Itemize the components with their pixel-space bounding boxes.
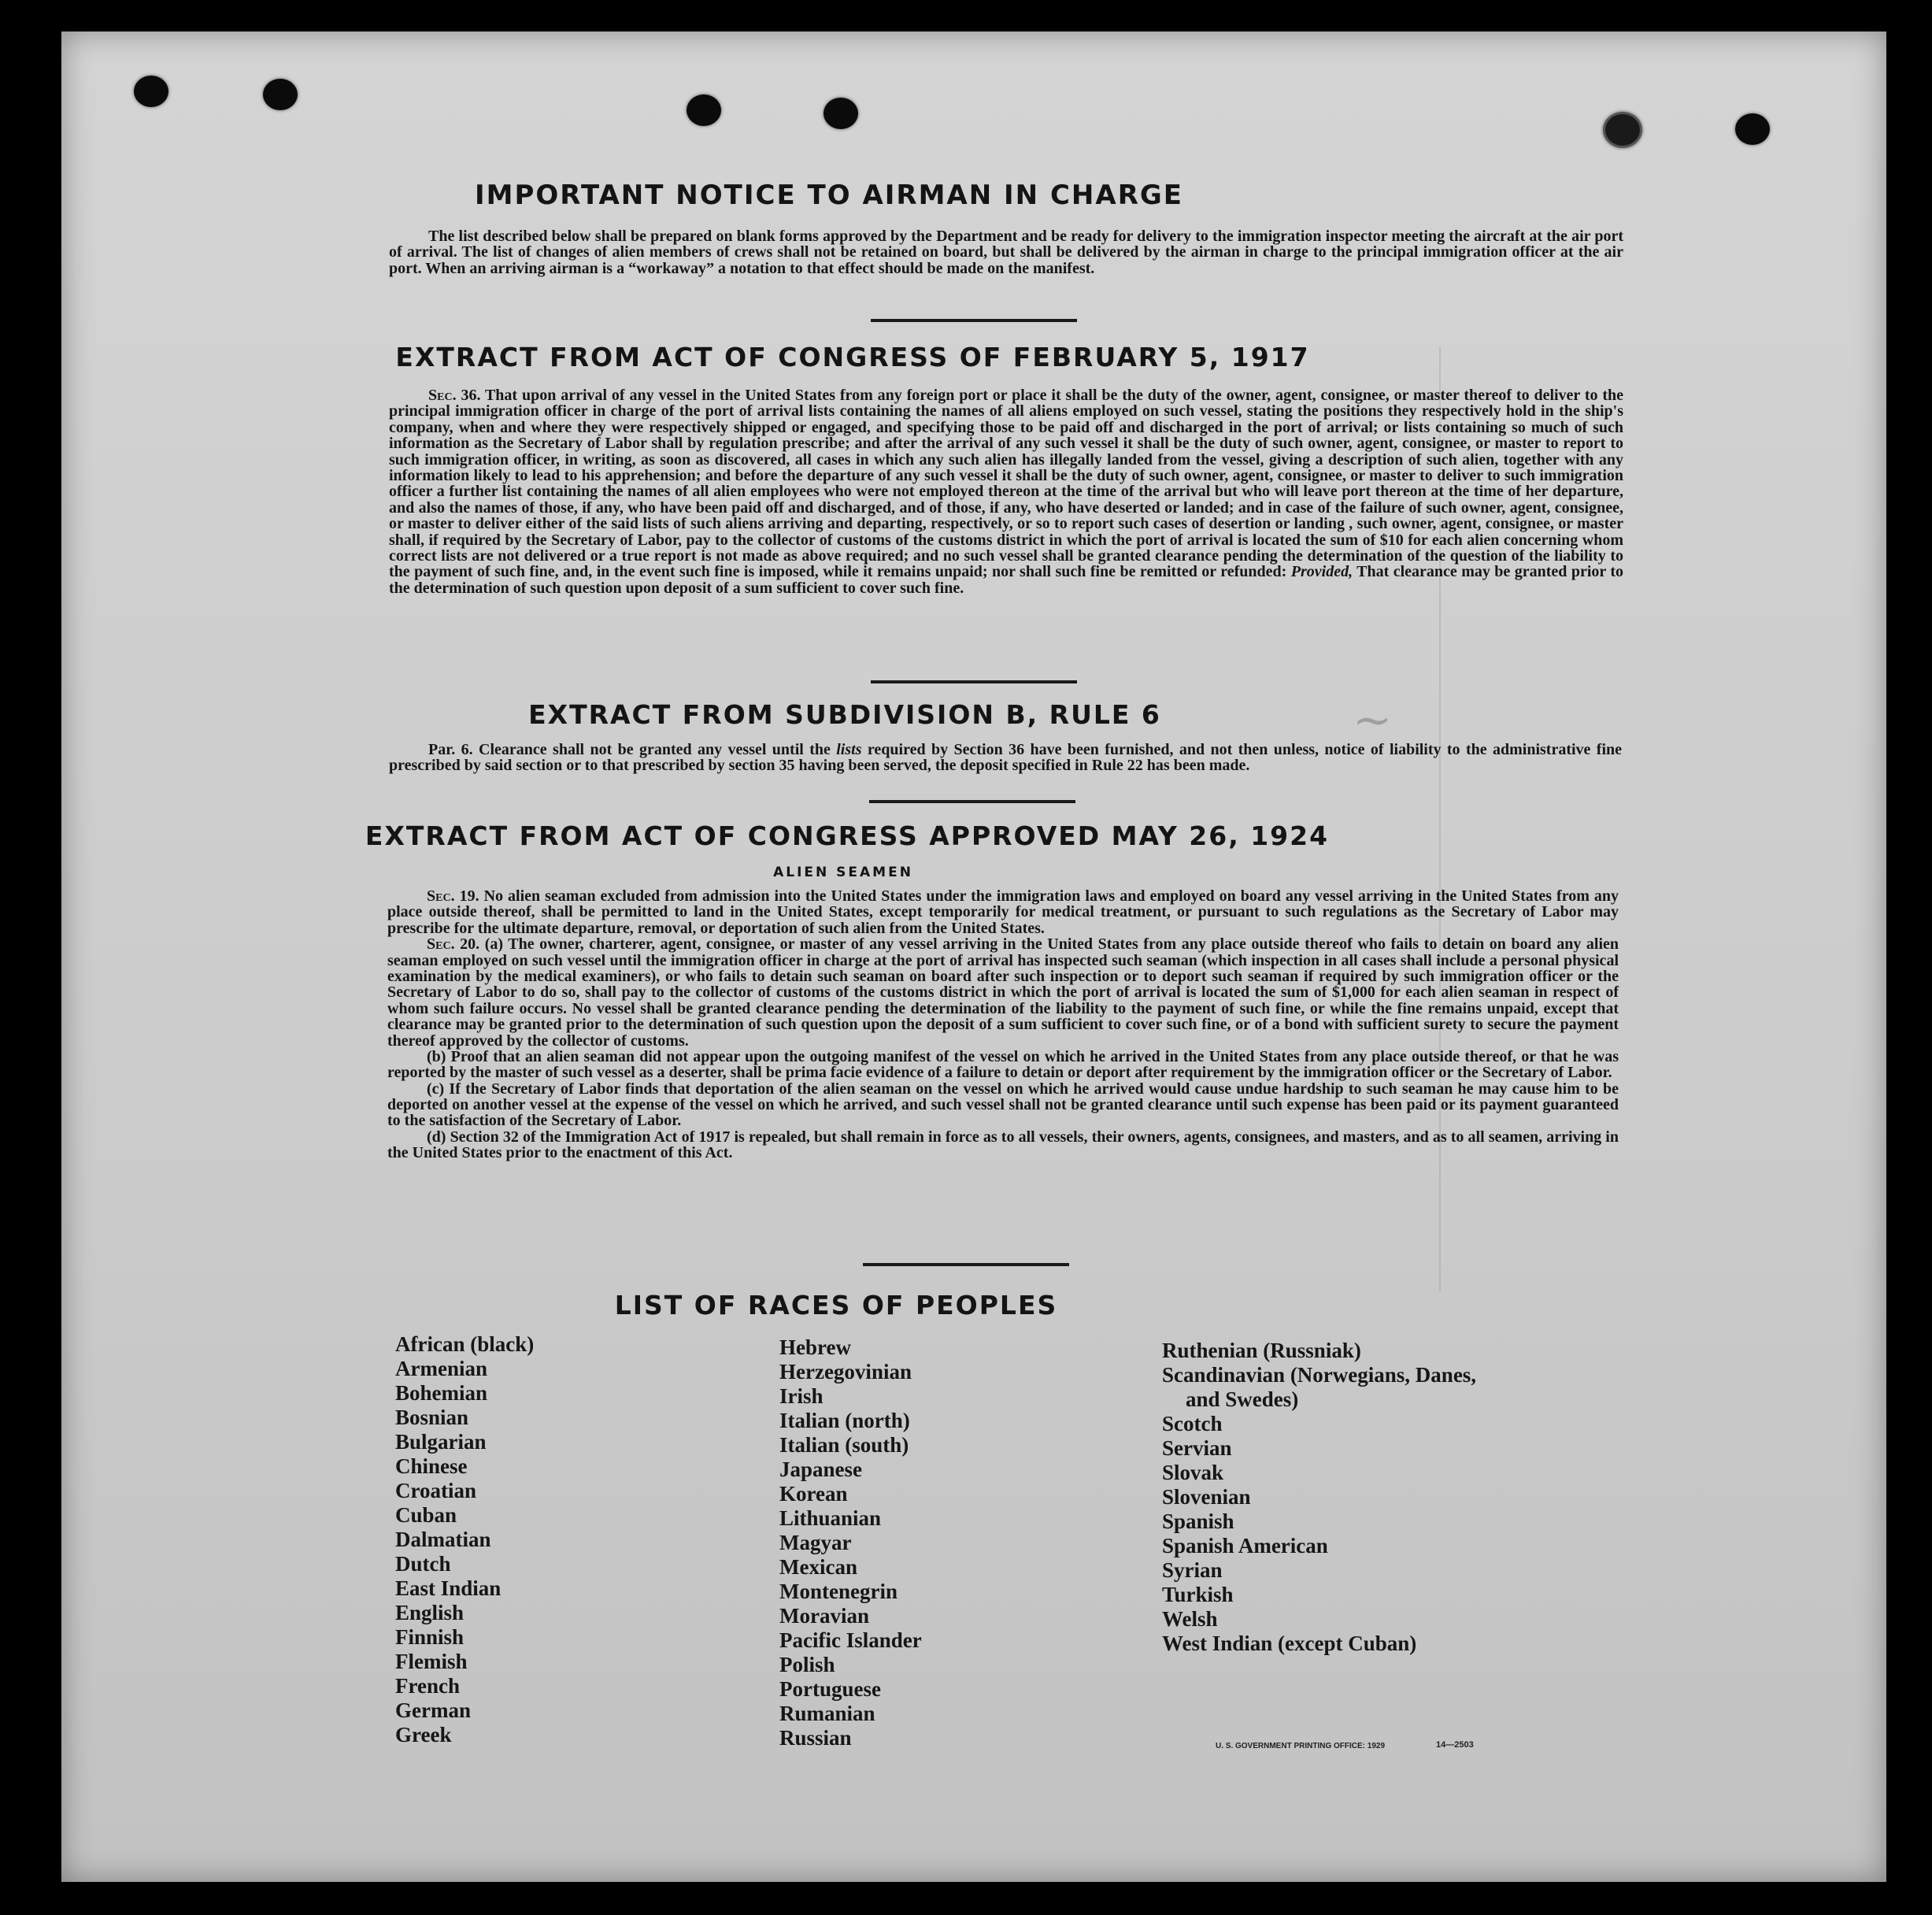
race-list-item: Japanese bbox=[779, 1458, 863, 1481]
race-list-item: Scotch bbox=[1162, 1412, 1223, 1435]
punch-hole bbox=[824, 98, 858, 129]
race-list-item: Chinese bbox=[395, 1454, 468, 1478]
notice-paragraph: The list described below shall be prepared on blank forms approved by the Department and be ready for delivery to the immigration inspector meeting the aircraft at the air port of arrival. The list of changes of alien members of crews shall not be retained on board, but shall be delivered by the airman in charge to the principal immigration officer at the air port. When an arriving airman is a “workaway” a notation to that effect should be made on the manifest. bbox=[389, 228, 1623, 277]
race-list-item: Pacific Islander bbox=[779, 1628, 922, 1652]
race-list-item: Korean bbox=[779, 1482, 848, 1506]
punch-hole bbox=[687, 94, 721, 126]
race-list-item: Mexican bbox=[779, 1555, 857, 1579]
race-list-item: Slovenian bbox=[1162, 1485, 1251, 1509]
section-label: Sec. 19. bbox=[427, 887, 479, 905]
race-list-item: Croatian bbox=[395, 1479, 477, 1502]
race-list-item: Bulgarian bbox=[395, 1430, 487, 1454]
race-list-item: Italian (north) bbox=[779, 1409, 910, 1432]
race-list-item: Moravian bbox=[779, 1604, 869, 1628]
race-list-item: German bbox=[395, 1698, 471, 1722]
section-label: Sec. 20. bbox=[427, 935, 480, 954]
punch-hole bbox=[134, 76, 168, 107]
race-list-item: West Indian (except Cuban) bbox=[1162, 1632, 1417, 1655]
races-column-1 bbox=[395, 1332, 534, 1747]
race-list-item: French bbox=[395, 1674, 460, 1698]
race-list-item: Cuban bbox=[395, 1503, 457, 1527]
handwritten-bleed-mark: ~ bbox=[1353, 693, 1393, 748]
notice-title: IMPORTANT NOTICE TO AIRMAN IN CHARGE bbox=[474, 180, 1184, 211]
rule-6-text bbox=[389, 742, 1622, 774]
act-1924-title: EXTRACT FROM ACT OF CONGRESS APPROVED MAY 26, 1924 bbox=[365, 820, 1330, 851]
race-list-item: Bosnian bbox=[395, 1406, 469, 1429]
act-1924-subtitle: ALIEN SEAMEN bbox=[773, 865, 913, 880]
race-list-item: Russian bbox=[779, 1726, 852, 1750]
provided-word: Provided, bbox=[1290, 563, 1353, 581]
race-list-item: Herzegovinian bbox=[779, 1360, 912, 1383]
act-1917-body: That upon arrival of any vessel in the United States from any foreign port or place it shall be the duty of the owner, agent, consignee, or master thereof to deliver to the principal immigration officer in charge of the port of arrival lists containing the names of all aliens employed on such vessel, stating the positions they respectively hold in the ship's company, when and where they were respectively shipped or engaged, and specifying those to be paid off and discharged in the port of arrival; or lists containing so much of such information as the Secretary of Labor shall by regulation prescribe; and after the arrival of any such vessel it shall be the duty of such owner, agent, consignee, or master to report to such immigration officer, in writing, as soon as discovered, all cases in which any such alien has illegally landed from the vessel, giving a description of such alien, together with any information likely to lead to his apprehension; and before the departure of any such vessel it shall be the duty of such owner, agent, consignee, or master to deliver to such immigration officer a further list containing the names of all alien employees who were not employed thereon at the time of the arrival but who will leave port thereon at the time of her departure, and also the names of those, if any, who have been paid off and discharged, and of those, if any, who have deserted or landed; and in case of the failure of such owner, agent, consignee, or master to deliver either of the said lists of such aliens arriving and departing, respectively, or so to report such cases of desertion or landing , such owner, agent, consignee, or master shall, if required by the Secretary of Labor, pay to the collector of customs of the customs district in which the port of arrival is located the sum of $10 for each alien concerning whom correct lists are not delivered or a true report is not made as above required; and no such vessel shall be granted clearance pending the determination of the question of the liability to the payment of such fine, and, in the event such fine is imposed, while it remains unpaid; nor shall such fine be remitted or refunded: bbox=[389, 387, 1624, 581]
race-list-item: Portuguese bbox=[779, 1677, 881, 1701]
race-list-item: Lithuanian bbox=[779, 1506, 882, 1530]
sec-20c-body: (c) If the Secretary of Labor finds that deportation of the alien seaman on the vessel on which he arrived would cause undue hardship to such seaman he may cause him to be deported on another vessel at the expense of the vessel on which he arrived, and such vessel shall not be granted clearance until such expense has been paid or its payment guaranteed to the satisfaction of the Secretary of Labor. bbox=[387, 1080, 1619, 1130]
rule-6-body-a: Clearance shall not be granted any vessel until the bbox=[479, 741, 831, 758]
sec-19-body: No alien seaman excluded from admission into the United States under the immigration laws and employed on board any vessel arriving in the United States from any place outside thereof, shall be permitted to land in the United States, except temporarily for medical treatment, or pursuant to such regulations as the Secretary of Labor may prescribe for the ultimate departure, removal, or deportation of such alien from the United States. bbox=[387, 887, 1619, 937]
rule-6-body-b: required by Section 36 have been furnished, and not then unless, notice of liability to the administrative fine prescribed by said section or to that prescribed by section 35 having been served, the deposit specified in Rule 22 has been made. bbox=[389, 741, 1623, 775]
document-page bbox=[61, 31, 1886, 1882]
notice-text bbox=[389, 228, 1623, 276]
race-list-item: Slovak bbox=[1162, 1461, 1224, 1484]
races-title: LIST OF RACES OF PEOPLES bbox=[614, 1290, 1058, 1320]
section-label: Sec. 36. bbox=[428, 387, 481, 404]
race-list-item: English bbox=[395, 1601, 464, 1624]
race-list-item: Turkish bbox=[1162, 1583, 1234, 1606]
act-1917-text bbox=[389, 387, 1623, 596]
act-1924-text bbox=[387, 888, 1619, 1161]
race-list-item: Greek bbox=[395, 1723, 452, 1746]
races-column-2 bbox=[779, 1335, 922, 1750]
race-list-item: Hebrew bbox=[779, 1335, 851, 1359]
race-list-item: Rumanian bbox=[779, 1702, 875, 1725]
races-column-3 bbox=[1162, 1339, 1476, 1656]
race-list-item: Dalmatian bbox=[395, 1528, 491, 1551]
punch-hole bbox=[1603, 112, 1642, 148]
race-list-item: Scandinavian (Norwegians, Danes, bbox=[1162, 1363, 1477, 1387]
divider bbox=[871, 319, 1077, 322]
sec-20d-body: (d) Section 32 of the Immigration Act of 1917 is repealed, but shall remain in force as to all vessels, their owners, agents, consignees, and masters, and as to all seamen, arriving in the United States prior to the enactment of this Act. bbox=[387, 1128, 1619, 1162]
race-list-item: Finnish bbox=[395, 1625, 464, 1649]
race-list-item: Syrian bbox=[1162, 1558, 1223, 1582]
race-list-item: East Indian bbox=[395, 1576, 502, 1600]
race-list-item: Flemish bbox=[395, 1650, 468, 1673]
lists-word: lists bbox=[836, 741, 862, 758]
race-list-item: Welsh bbox=[1162, 1607, 1218, 1631]
race-list-item: Irish bbox=[779, 1384, 824, 1408]
form-number: 14—2503 bbox=[1436, 1740, 1474, 1750]
act-1917-body-end: That clearance may be granted prior to the determination of such question upon deposit of a sum sufficient to cover such fine. bbox=[389, 563, 1624, 597]
race-list-item: Servian bbox=[1162, 1436, 1232, 1460]
race-list-item: Bohemian bbox=[395, 1381, 488, 1405]
punch-hole bbox=[263, 79, 298, 110]
printer-imprint: U. S. GOVERNMENT PRINTING OFFICE: 1929 bbox=[1216, 1742, 1386, 1750]
divider bbox=[869, 800, 1075, 803]
paragraph-label: Par. 6. bbox=[428, 741, 473, 758]
sec-20a-body: (a) The owner, charterer, agent, consignee, or master of any vessel arriving in the United States from any place outside thereof who fails to detain on board any alien seaman employed on such vessel until the immigration officer in charge at the port of arrival has inspected such seaman (which inspection in all cases shall include a personal physical examination by the medical examiners), or who fails to detain such seaman on board after such inspection or to deport such seaman if required by such immigration officer or the Secretary of Labor to do so, shall pay to the collector of customs of the customs district in which the port of arrival is located the sum of $1,000 for each alien seaman in respect of whom such failure occurs. No vessel shall be granted clearance pending the determination of the liability to the payment of such fine, or while the fine remains unpaid, except that clearance may be granted prior to the determination of such question upon the deposit of a sum sufficient to cover such fine, or of a bond with sufficient surety to secure the payment thereof approved by the collector of customs. bbox=[387, 935, 1619, 1050]
race-list-item: Spanish bbox=[1162, 1509, 1234, 1533]
race-list-item: Montenegrin bbox=[779, 1580, 898, 1603]
race-list-item: Armenian bbox=[395, 1357, 487, 1380]
rule-6-title: EXTRACT FROM SUBDIVISION B, RULE 6 bbox=[528, 699, 1161, 730]
race-list-item: and Swedes) bbox=[1186, 1387, 1299, 1411]
divider bbox=[863, 1263, 1069, 1266]
race-list-item: Polish bbox=[779, 1653, 835, 1676]
punch-hole bbox=[1735, 113, 1770, 145]
sec-20b-body: (b) Proof that an alien seaman did not appear upon the outgoing manifest of the vessel on which he arrived in the United States from any place outside thereof, or that he was reported by the master of such vessel as a deserter, shall be prima facie evidence of a failure to detain or deport after requirement by the immigration officer or the Secretary of Labor. bbox=[387, 1047, 1619, 1082]
race-list-item: Magyar bbox=[779, 1531, 852, 1554]
act-1917-title: EXTRACT FROM ACT OF CONGRESS OF FEBRUARY 5, 1917 bbox=[395, 342, 1310, 372]
race-list-item: Spanish American bbox=[1162, 1534, 1328, 1558]
divider bbox=[871, 680, 1077, 683]
race-list-item: Dutch bbox=[395, 1552, 451, 1576]
race-list-item: Italian (south) bbox=[779, 1433, 909, 1457]
race-list-item: African (black) bbox=[395, 1332, 535, 1356]
race-list-item: Ruthenian (Russniak) bbox=[1162, 1339, 1361, 1362]
